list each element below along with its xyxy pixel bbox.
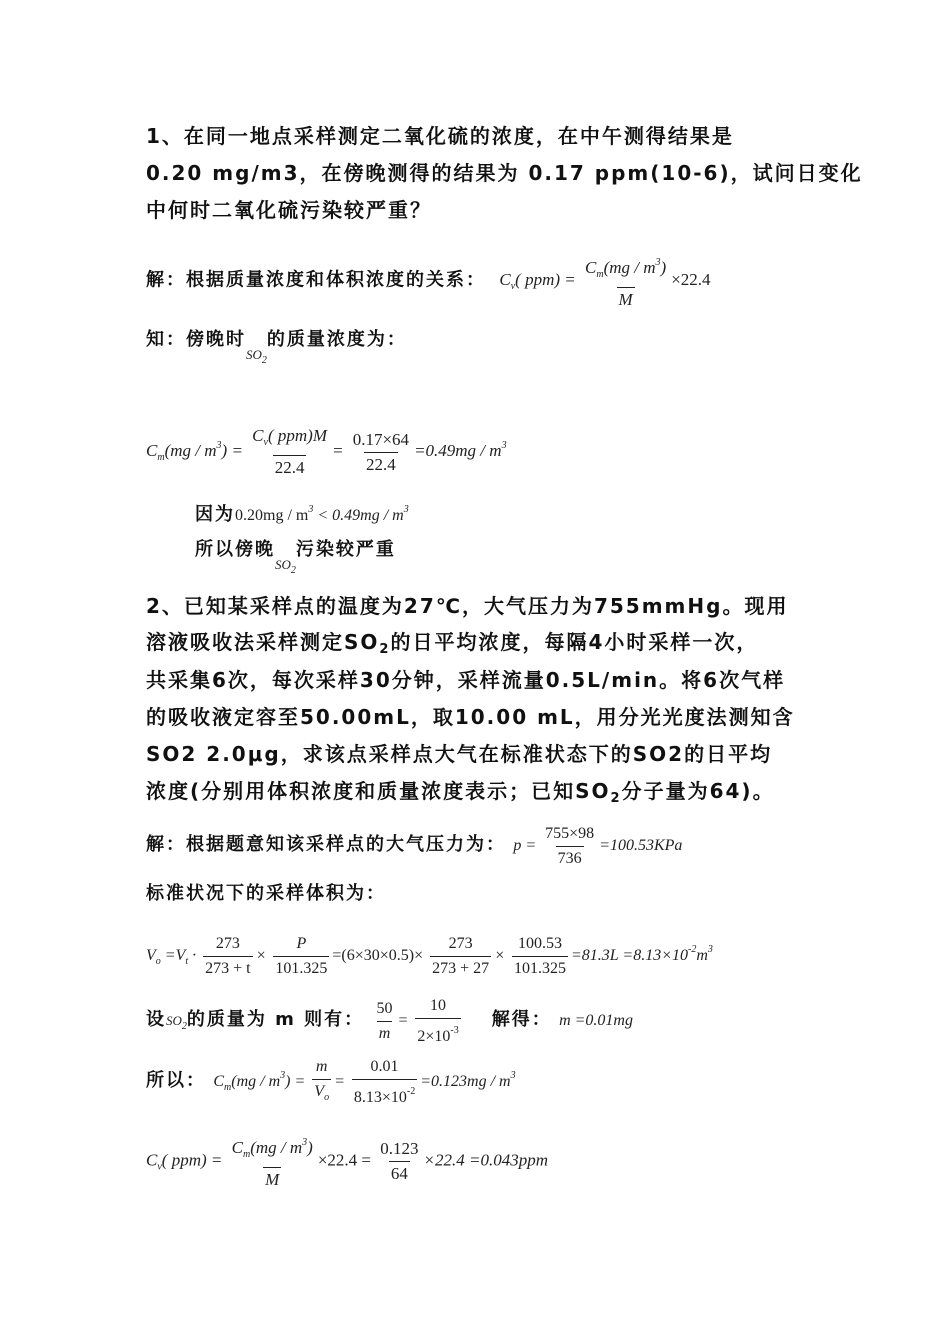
- v-x1: ×: [255, 947, 267, 964]
- cm-lhs-rest: (mg / m: [231, 1073, 281, 1091]
- v-n2: P: [296, 934, 307, 952]
- m-fraction-1: [375, 998, 395, 1045]
- q1-solution-intro: [146, 252, 711, 311]
- because-mid: < 0.49mg / m: [313, 507, 404, 524]
- so2-sub: 2: [261, 355, 267, 366]
- cv-lhs-sub: v: [157, 1161, 162, 1173]
- cm-res: =0.123mg / m: [420, 1073, 511, 1091]
- v-d2: 101.325: [273, 956, 329, 980]
- p-lhs: p =: [513, 837, 537, 855]
- f2-d2: 22.4: [364, 452, 398, 476]
- q1-formula-mass: [146, 425, 507, 479]
- cv-lhs-rest: ( ppm) =: [161, 1150, 223, 1170]
- because-expr-1: 0.20mg / m: [235, 507, 309, 524]
- v-d1: 273 + t: [203, 956, 252, 980]
- f1-num-sup: 3: [655, 257, 661, 268]
- f2-fraction-2: [351, 429, 411, 476]
- v-x3: ×: [494, 947, 505, 964]
- so-label: 所以：: [146, 1070, 206, 1092]
- f1-num-sub: m: [596, 269, 604, 280]
- cv-d1: M: [263, 1167, 281, 1191]
- so2-text: SO: [246, 347, 262, 362]
- q2-line-2a: 溶液吸收法采样测定SO: [146, 630, 380, 654]
- q2-line-4: 的吸收液定容至50.00mL，取10.00 mL，用分光光度法测知含: [146, 705, 795, 729]
- know-suffix: 的质量浓度为：: [266, 329, 407, 350]
- q2-std-vol-label: 标准状况下的采样体积为：: [146, 883, 386, 904]
- v-fraction-1: [203, 933, 252, 980]
- cm-eq: =: [334, 1073, 345, 1091]
- p-fraction: [543, 823, 596, 870]
- volume-formula: [146, 932, 713, 980]
- cv-n1: C: [231, 1138, 243, 1157]
- f1-lhs: C: [499, 270, 511, 290]
- f2-eq: =: [331, 440, 344, 460]
- f2-n1: C: [252, 426, 264, 445]
- q1-because-line: [195, 492, 409, 534]
- cm-res-sup: 3: [510, 1070, 516, 1082]
- q2-line-5: SO2 2.0μg，求该点采样点大气在标准状态下的SO2的日平均: [146, 742, 773, 766]
- cv-mid: ×22.4 =: [317, 1150, 372, 1170]
- cv-n1-sub: m: [242, 1149, 251, 1160]
- q1-line-2: 0.20 mg/m3，在傍晚测得的结果为 0.17 ppm(10-6)，试问日变化: [146, 161, 863, 185]
- q2-mass-line: [146, 995, 633, 1048]
- cm-d1-sub: o: [324, 1092, 330, 1103]
- p-num: 755×98: [545, 825, 595, 842]
- f2-result-sup: 3: [501, 439, 507, 451]
- m-eq: =: [397, 1012, 409, 1030]
- v-t-sub: t: [185, 956, 189, 967]
- cm-d2: 8.13×10: [353, 1089, 407, 1106]
- so-prefix: 所以傍晚: [195, 539, 275, 560]
- cm-lhs: C: [213, 1073, 225, 1091]
- m-d2: 2×10: [417, 1028, 451, 1045]
- cv-n1-rest: (mg / m: [250, 1138, 303, 1157]
- so2-sub-2: 2: [290, 565, 296, 576]
- cm-lhs-sub: m: [224, 1082, 232, 1094]
- p-den: 736: [556, 846, 584, 870]
- v-eq: =V: [160, 947, 186, 964]
- q2-line-6-sub: 2: [610, 791, 622, 806]
- q2-solution-text: 解：根据题意知该采样点的大气压力为：: [146, 834, 506, 856]
- cv-formula: [146, 1132, 548, 1191]
- cv-lhs: C: [146, 1150, 158, 1170]
- q2-line-2-sub: 2: [379, 642, 391, 657]
- cm-fraction-1: [312, 1056, 331, 1109]
- cv-d2: 64: [389, 1161, 410, 1185]
- q1-line-3: 中何时二氧化硫污染较严重？: [146, 198, 432, 222]
- v-dot: ·: [188, 947, 197, 964]
- q2-line-3: 共采集6次，每次采样30分钟，采样流量0.5L/min。将6次气样: [146, 668, 786, 692]
- so2-formula-3: [166, 1013, 187, 1033]
- q1-conclusion-line: [195, 530, 396, 589]
- p-res: =100.53KPa: [599, 837, 683, 855]
- know-prefix: 知：傍晚时: [146, 329, 246, 350]
- f1-den: M: [617, 287, 635, 311]
- m-result: m =0.01mg: [559, 1012, 633, 1030]
- so-suffix: 污染较严重: [295, 539, 396, 560]
- so2-formula: [246, 347, 267, 366]
- f2-n1-rest: ( ppm)M: [267, 426, 327, 445]
- f2-lhs: C: [146, 440, 158, 460]
- q2-line-1: 2、已知某采样点的温度为27℃，大气压力为755mmHg。现用: [146, 594, 789, 618]
- cm-lhs-close: ) =: [285, 1073, 306, 1091]
- f2-d1: 22.4: [273, 455, 307, 479]
- q2-line-2b: 的日平均浓度，每隔4小时采样一次，: [390, 630, 759, 654]
- v-fraction-3: [430, 933, 491, 980]
- v-d4: 101.325: [512, 956, 568, 980]
- cm-n2: 0.01: [370, 1058, 399, 1075]
- v-mid: =(6×30×0.5)×: [332, 947, 424, 964]
- because-label: 因为: [195, 504, 235, 525]
- f2-n2: 0.17×64: [352, 429, 410, 449]
- m-fraction-2: [415, 995, 460, 1048]
- f1-lhs-paren: ( ppm) =: [515, 270, 576, 290]
- cv-fraction-1: [230, 1132, 315, 1191]
- cv-fraction-2: [378, 1138, 420, 1185]
- q2-cm-line: [146, 1056, 516, 1109]
- v-n4: 100.53: [517, 934, 562, 952]
- cv-n2: 0.123: [380, 1139, 419, 1158]
- f2-lhs-close: ) =: [221, 440, 243, 460]
- so2-formula-2: [275, 557, 296, 576]
- f1-num: C: [584, 258, 597, 277]
- so2-text-3: SO: [166, 1013, 182, 1029]
- v-fraction-2: [273, 933, 329, 980]
- set-prefix: 设: [146, 1009, 166, 1031]
- v-n3: 273: [448, 934, 473, 952]
- f1-num-close: ): [660, 258, 667, 277]
- q2-pressure-line: [146, 823, 682, 870]
- v-res-sup: -2: [687, 944, 697, 955]
- m-d2-sup: -3: [450, 1025, 459, 1036]
- m-n1: 50: [376, 1000, 393, 1017]
- q1-line-1: 1、在同一地点采样测定二氧化硫的浓度，在中午测得结果是: [146, 124, 734, 148]
- cm-n1: m: [315, 1058, 328, 1075]
- v-lhs-sub: o: [155, 956, 161, 967]
- f2-lhs-sup: 3: [216, 439, 222, 451]
- v-n1: 273: [215, 934, 240, 952]
- cv-n1-sup: 3: [302, 1137, 308, 1148]
- cm-d1: V: [314, 1083, 325, 1100]
- f1-lhs-sub: v: [510, 281, 516, 293]
- cv-n1-close: ): [307, 1138, 313, 1157]
- m-n2: 10: [430, 997, 447, 1014]
- set-mid: 的质量为 m 则有：: [186, 1009, 365, 1031]
- because-sup-1: 3: [308, 504, 314, 515]
- so2-text-2: SO: [275, 557, 291, 572]
- q1-formula-relation: [499, 257, 711, 309]
- because-sup-2: 3: [403, 504, 409, 515]
- cv-res: ×22.4 =0.043ppm: [423, 1150, 548, 1170]
- q1-solution-text: 解：根据质量浓度和体积浓度的关系：: [146, 269, 486, 291]
- q2-line-6: [146, 773, 775, 817]
- f2-fraction-1: [250, 425, 329, 479]
- solve-label: 解得：: [491, 1009, 552, 1031]
- f1-num-rest: (mg / m: [603, 258, 656, 277]
- q1-know-line: [146, 320, 407, 379]
- cm-lhs-sup: 3: [280, 1070, 286, 1082]
- f1-tail: ×22.4: [671, 270, 711, 290]
- v-res: =81.3L =8.13×10: [570, 947, 688, 964]
- v-d3: 273 + 27: [430, 956, 491, 980]
- q2-line-6b: 分子量为64)。: [621, 779, 775, 803]
- f2-n1-sub: v: [263, 437, 268, 448]
- v-fraction-4: [512, 933, 568, 980]
- f2-lhs-sub: m: [157, 451, 165, 463]
- v-res-unit: m: [696, 947, 708, 964]
- v-lhs: V: [146, 947, 156, 964]
- v-res-unit-sup: 3: [707, 944, 713, 955]
- so2-sub-3: 2: [181, 1021, 187, 1033]
- f2-lhs-rest: (mg / m: [164, 440, 217, 460]
- f1-fraction: [583, 252, 668, 311]
- cm-d2-sup: -2: [406, 1086, 416, 1097]
- q2-line-6a: 浓度(分别用体积浓度和质量浓度表示；已知SO: [146, 779, 611, 803]
- f2-result: =0.49mg / m: [414, 440, 502, 460]
- m-d1: m: [377, 1021, 393, 1045]
- cm-fraction-2: [352, 1056, 417, 1109]
- because-expr: [235, 504, 409, 524]
